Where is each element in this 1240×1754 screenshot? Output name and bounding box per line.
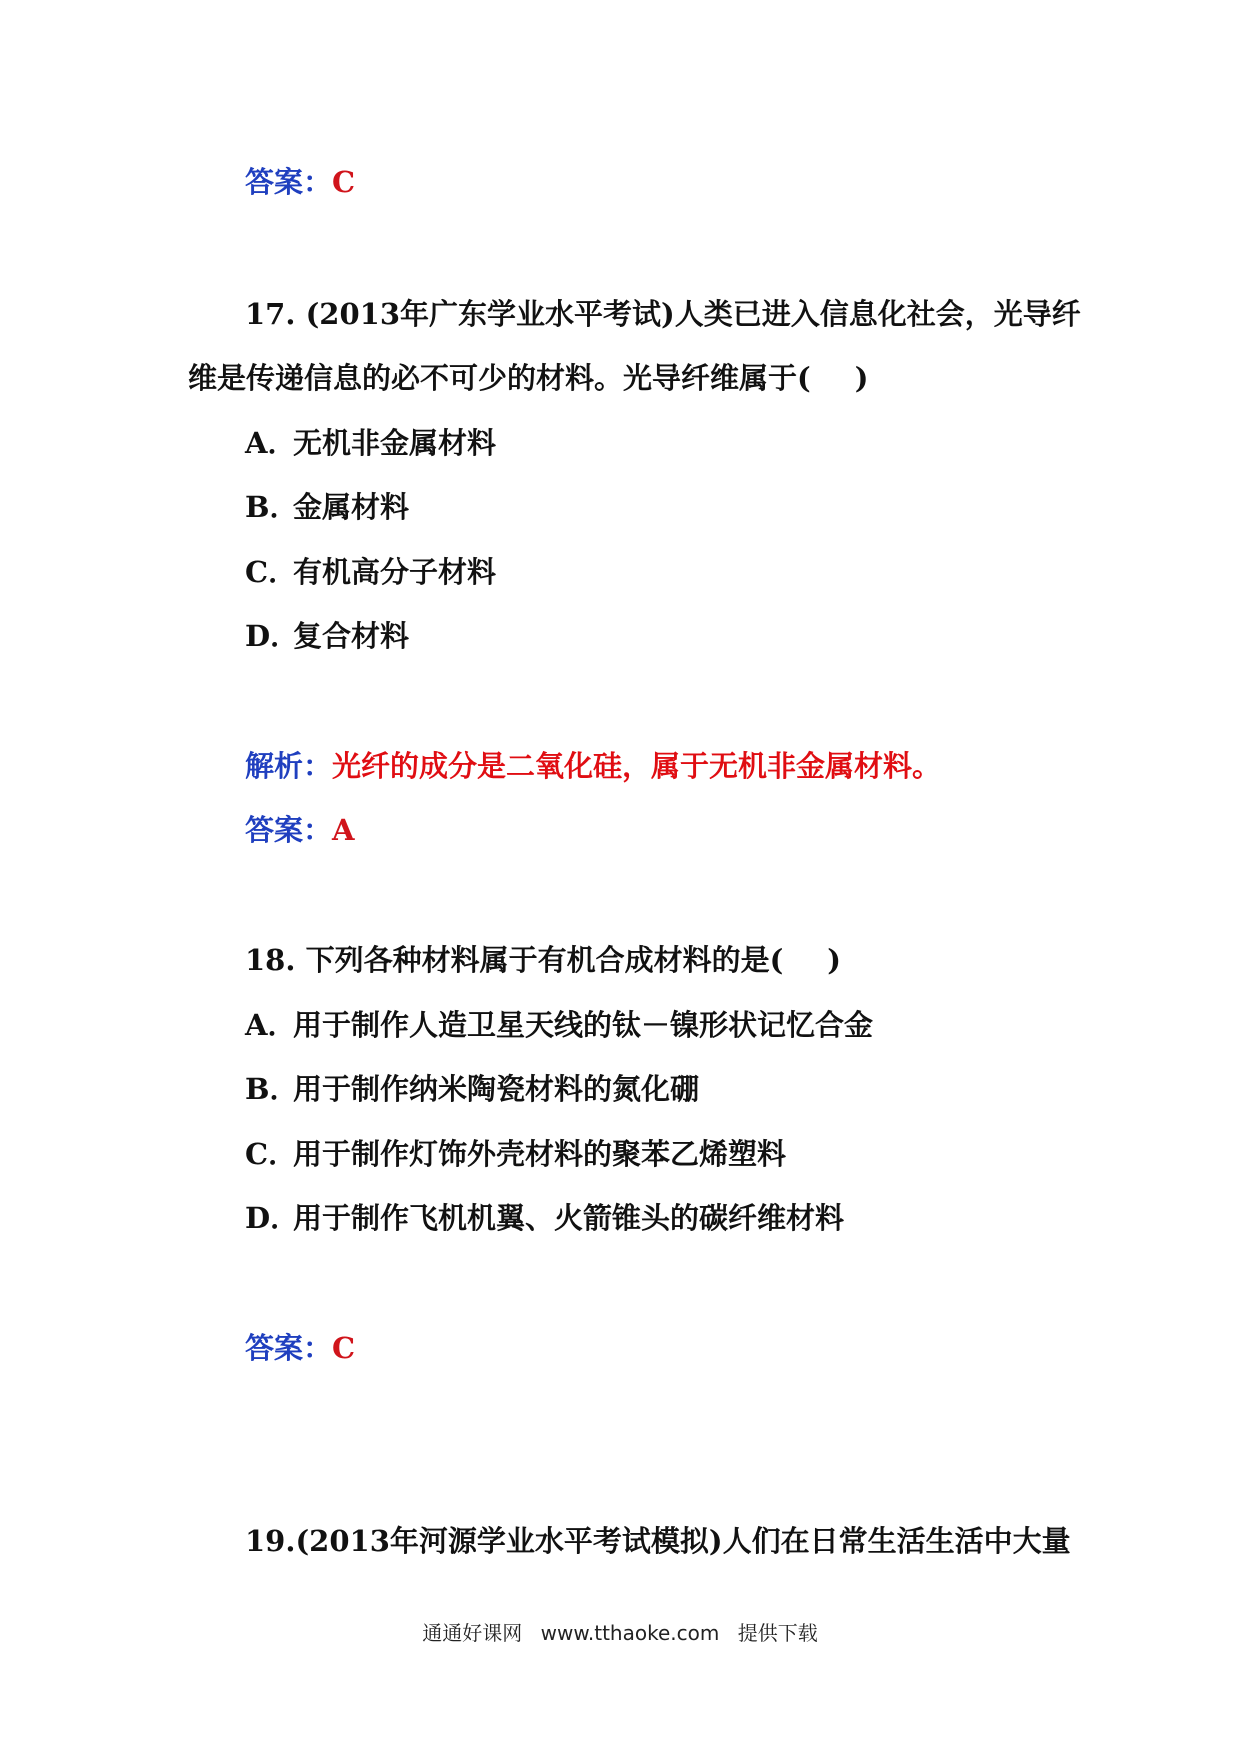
option-text: 有机高分子材料 <box>293 555 497 589</box>
option-text: 无机非金属材料 <box>293 426 497 460</box>
q17-option-c <box>245 554 496 590</box>
option-letter: D． <box>245 1201 300 1235</box>
question-number: 18. <box>245 943 296 977</box>
question-number: 17. <box>245 297 296 331</box>
paren-close: ) <box>854 361 869 395</box>
question-number: 19. <box>245 1524 296 1558</box>
q18-option-d <box>245 1200 844 1236</box>
option-letter: A． <box>245 426 297 460</box>
q18-option-b <box>245 1071 699 1107</box>
question-17-line-1 <box>245 296 1081 332</box>
q18-option-c <box>245 1136 786 1172</box>
answer-16 <box>245 164 355 200</box>
footer-url[interactable]: www.tthaoke.com <box>540 1621 720 1645</box>
option-text: 复合材料 <box>293 619 410 653</box>
option-letter: D． <box>245 619 300 653</box>
answer-value: C <box>332 165 356 199</box>
q17-option-a <box>245 425 496 461</box>
question-17-line-2 <box>188 360 868 396</box>
analysis-label: 解析： <box>245 749 333 783</box>
answer-value: C <box>332 1331 356 1365</box>
page-footer <box>0 1617 1240 1646</box>
footer-site-name: 通通好课网 <box>422 1621 523 1645</box>
q17-analysis <box>245 748 941 784</box>
question-text: 维是传递信息的必不可少的材料。光导纤维属于( <box>188 361 811 395</box>
q17-option-b <box>245 489 409 525</box>
question-18-stem <box>245 942 841 978</box>
option-letter: C． <box>245 555 298 589</box>
question-text: (2013年河源学业水平考试模拟)人们在日常生活生活中大量 <box>295 1524 1071 1558</box>
answer-label: 答案： <box>245 165 333 199</box>
option-letter: B． <box>245 490 299 524</box>
option-text: 金属材料 <box>293 490 410 524</box>
option-letter: B． <box>245 1072 299 1106</box>
option-text: 用于制作人造卫星天线的钛－镍形状记忆合金 <box>293 1008 874 1042</box>
option-text: 用于制作灯饰外壳材料的聚苯乙烯塑料 <box>293 1137 787 1171</box>
question-text: (2013年广东学业水平考试)人类已进入信息化社会，光导纤 <box>305 297 1081 331</box>
answer-value: A <box>332 813 355 847</box>
q17-answer <box>245 812 355 848</box>
analysis-text: 光纤的成分是二氧化硅，属于无机非金属材料。 <box>332 749 942 783</box>
q18-answer <box>245 1330 355 1366</box>
question-text: 下列各种材料属于有机合成材料的是( <box>305 943 784 977</box>
option-letter: C． <box>245 1137 298 1171</box>
paren-close: ) <box>827 943 842 977</box>
q18-option-a <box>245 1007 873 1043</box>
option-letter: A． <box>245 1008 297 1042</box>
answer-label: 答案： <box>245 813 333 847</box>
footer-suffix: 提供下载 <box>737 1621 818 1645</box>
answer-label: 答案： <box>245 1331 333 1365</box>
q17-option-d <box>245 618 409 654</box>
question-19-line-1 <box>245 1523 1071 1559</box>
option-text: 用于制作纳米陶瓷材料的氮化硼 <box>293 1072 700 1106</box>
option-text: 用于制作飞机机翼、火箭锥头的碳纤维材料 <box>293 1201 845 1235</box>
